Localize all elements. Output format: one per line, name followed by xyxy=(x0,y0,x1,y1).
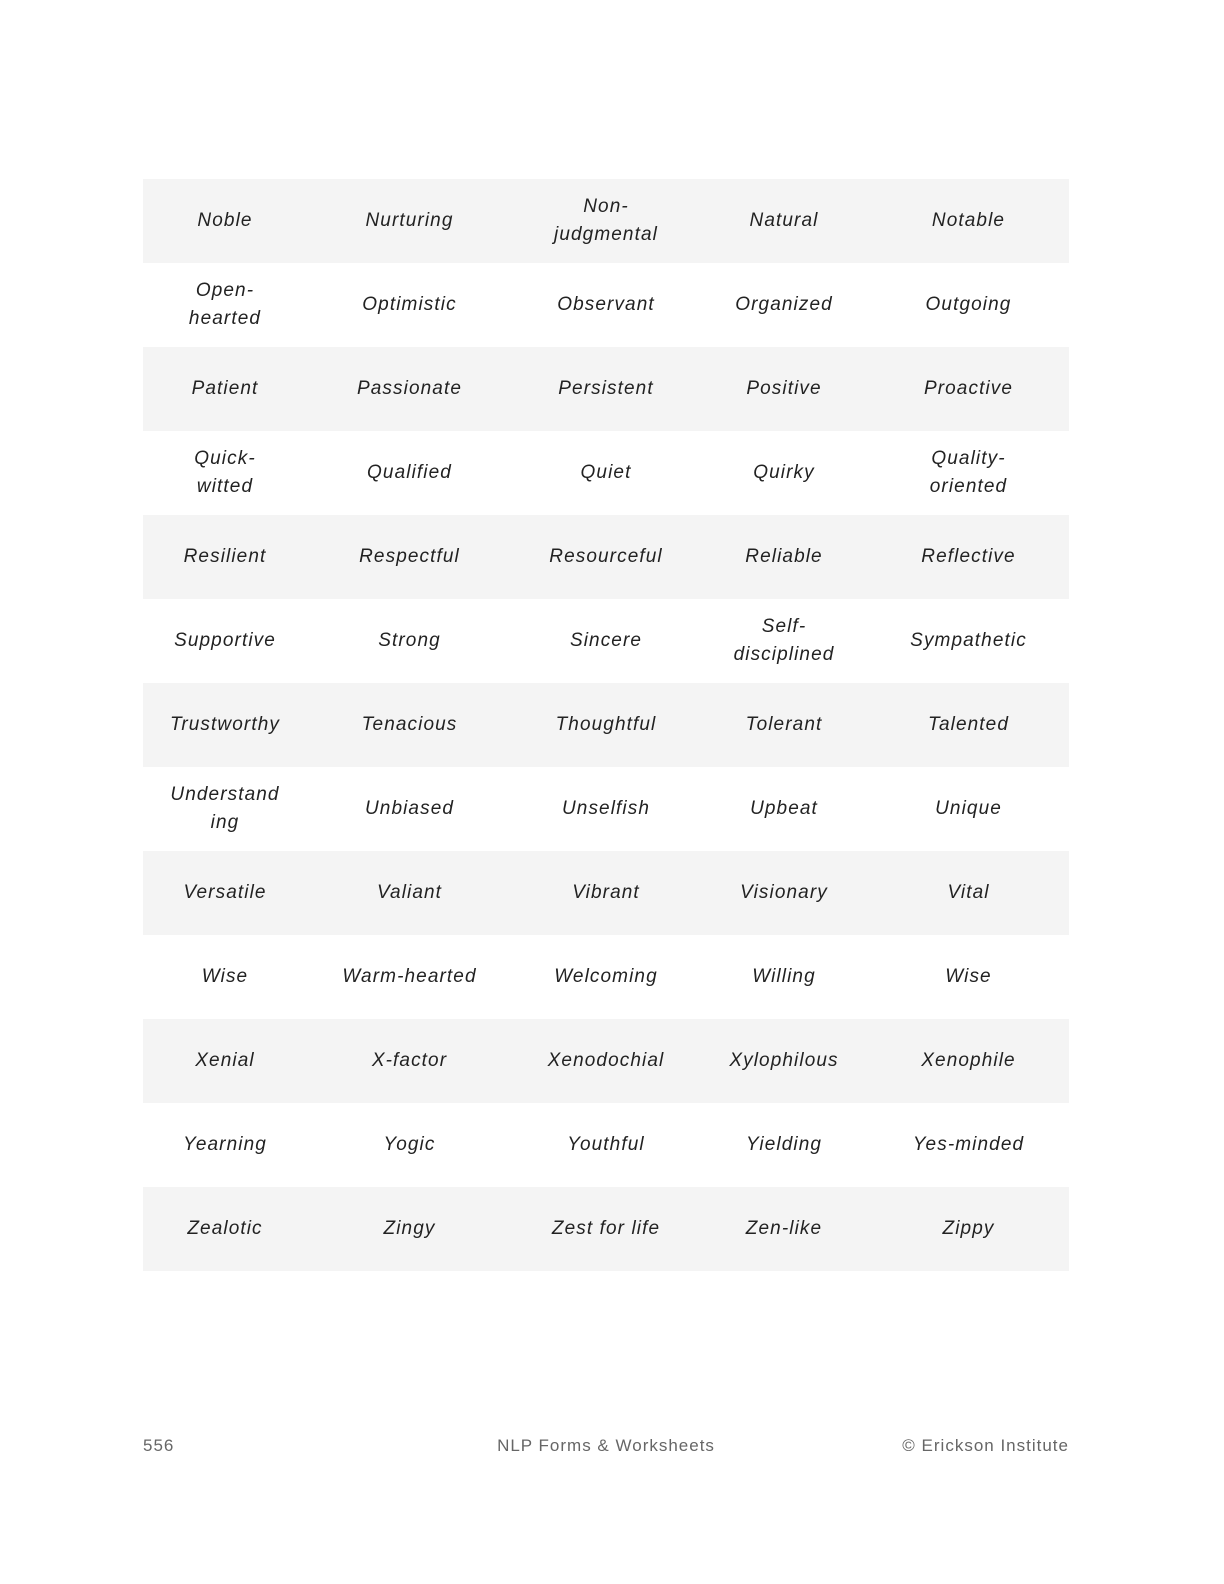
table-cell: Unbiased xyxy=(307,767,512,851)
table-row xyxy=(143,347,1069,431)
table-cell: Zest for life xyxy=(512,1187,700,1271)
table-cell: Xenial xyxy=(143,1019,307,1103)
table-cell: Noble xyxy=(143,179,307,263)
table-cell: Unselfish xyxy=(512,767,700,851)
table-cell: Visionary xyxy=(700,851,868,935)
table-row xyxy=(143,851,1069,935)
table-row xyxy=(143,179,1069,263)
table-cell: Passionate xyxy=(307,347,512,431)
table-cell: Versatile xyxy=(143,851,307,935)
table-cell: Wise xyxy=(143,935,307,1019)
table-cell: Non- judgmental xyxy=(512,179,700,263)
table-cell: Vital xyxy=(868,851,1069,935)
copyright-notice: © Erickson Institute xyxy=(902,1436,1069,1455)
page-number: 556 xyxy=(143,1436,175,1455)
table-row xyxy=(143,515,1069,599)
table-cell: Vibrant xyxy=(512,851,700,935)
table-cell: X-factor xyxy=(307,1019,512,1103)
table-row xyxy=(143,431,1069,515)
table-cell: Respectful xyxy=(307,515,512,599)
table-cell: Yogic xyxy=(307,1103,512,1187)
table-cell: Self- disciplined xyxy=(700,599,868,683)
table-cell: Thoughtful xyxy=(512,683,700,767)
table-cell: Welcoming xyxy=(512,935,700,1019)
table-row xyxy=(143,1103,1069,1187)
table-cell: Quality- oriented xyxy=(868,431,1069,515)
table-cell: Zealotic xyxy=(143,1187,307,1271)
table-cell: Notable xyxy=(868,179,1069,263)
table-row xyxy=(143,767,1069,851)
table-cell: Trustworthy xyxy=(143,683,307,767)
table-row xyxy=(143,683,1069,767)
table-cell: Persistent xyxy=(512,347,700,431)
table-cell: Tenacious xyxy=(307,683,512,767)
table-cell: Supportive xyxy=(143,599,307,683)
table-cell: Sympathetic xyxy=(868,599,1069,683)
table-cell: Yearning xyxy=(143,1103,307,1187)
table-cell: Organized xyxy=(700,263,868,347)
table-cell: Proactive xyxy=(868,347,1069,431)
table-cell: Xenophile xyxy=(868,1019,1069,1103)
table-cell: Reliable xyxy=(700,515,868,599)
table-cell: Outgoing xyxy=(868,263,1069,347)
table-cell: Positive xyxy=(700,347,868,431)
table-cell: Talented xyxy=(868,683,1069,767)
table-cell: Patient xyxy=(143,347,307,431)
page-footer xyxy=(143,1436,1069,1462)
table-cell: Sincere xyxy=(512,599,700,683)
table-cell: Natural xyxy=(700,179,868,263)
table-row xyxy=(143,1019,1069,1103)
table-cell: Understand ing xyxy=(143,767,307,851)
table-cell: Reflective xyxy=(868,515,1069,599)
table-cell: Tolerant xyxy=(700,683,868,767)
table-cell: Open- hearted xyxy=(143,263,307,347)
table-cell: Valiant xyxy=(307,851,512,935)
table-cell: Quirky xyxy=(700,431,868,515)
table-cell: Willing xyxy=(700,935,868,1019)
table-cell: Zen-like xyxy=(700,1187,868,1271)
table-cell: Strong xyxy=(307,599,512,683)
table-cell: Yes-minded xyxy=(868,1103,1069,1187)
table-cell: Upbeat xyxy=(700,767,868,851)
table-cell: Warm-hearted xyxy=(307,935,512,1019)
table-row xyxy=(143,935,1069,1019)
table-cell: Zingy xyxy=(307,1187,512,1271)
adjectives-table xyxy=(143,179,1069,1271)
adjectives-table-body xyxy=(143,179,1069,1271)
table-cell: Xylophilous xyxy=(700,1019,868,1103)
book-title: NLP Forms & Worksheets xyxy=(497,1436,715,1455)
table-cell: Observant xyxy=(512,263,700,347)
table-cell: Youthful xyxy=(512,1103,700,1187)
table-cell: Resourceful xyxy=(512,515,700,599)
table-row xyxy=(143,263,1069,347)
table-cell: Quick- witted xyxy=(143,431,307,515)
table-cell: Unique xyxy=(868,767,1069,851)
table-row xyxy=(143,599,1069,683)
table-cell: Quiet xyxy=(512,431,700,515)
table-cell: Nurturing xyxy=(307,179,512,263)
table-cell: Qualified xyxy=(307,431,512,515)
table-cell: Optimistic xyxy=(307,263,512,347)
table-row xyxy=(143,1187,1069,1271)
table-cell: Zippy xyxy=(868,1187,1069,1271)
table-cell: Wise xyxy=(868,935,1069,1019)
table-cell: Yielding xyxy=(700,1103,868,1187)
table-cell: Resilient xyxy=(143,515,307,599)
table-cell: Xenodochial xyxy=(512,1019,700,1103)
